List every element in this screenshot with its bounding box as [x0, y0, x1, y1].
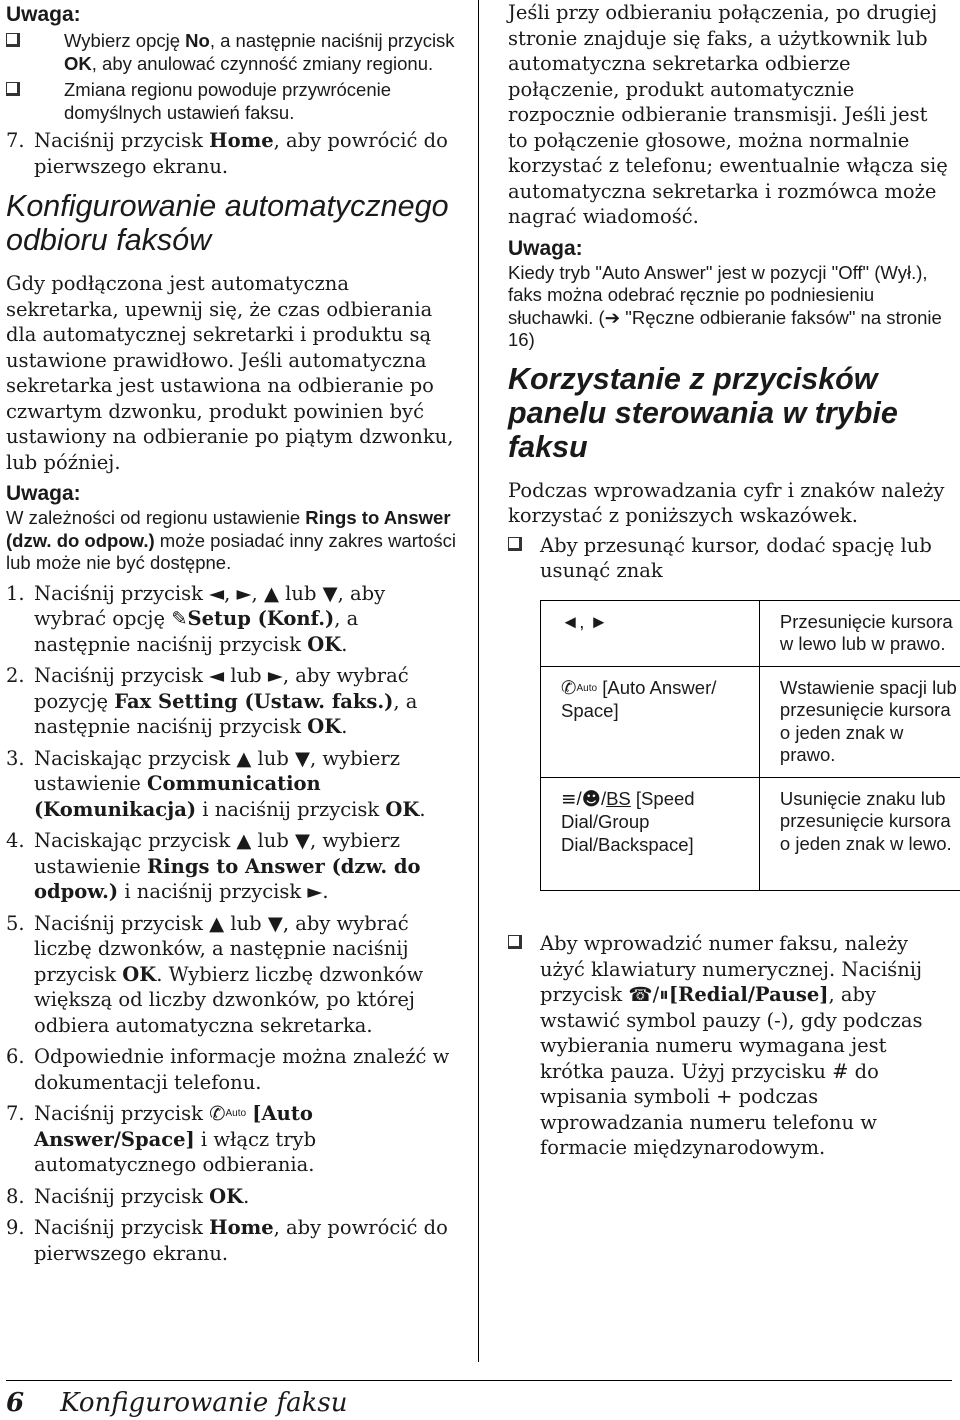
- table-cell-value: Wstawienie spacji lub przesunięcie kursora o jeden znak w prawo.: [759, 666, 960, 777]
- checkbox-bullet-icon: [508, 537, 522, 551]
- table-cell-value: Przesunięcie kursora w lewo lub w prawo.: [759, 600, 960, 666]
- table-row: [541, 600, 960, 666]
- table-cell-value: Usunięcie znaku lub przesunięcie kursora o jeden znak w lewo.: [759, 777, 960, 891]
- backspace-icon: BS: [606, 787, 631, 809]
- checkbox-bullet-icon: [6, 82, 20, 96]
- note-text: W zależności od regionu ustawienie Rings to Answer (dzw. do odpow.) może posiadać inny zakres wartości lub może nie być dostępne.: [6, 507, 456, 573]
- note-text: Kiedy tryb "Auto Answer" jest w pozycji "Off" (Wył.), faks można odebrać ręcznie po podniesieniu słuchawki. (➔ "Ręczne odbieranie faksów" na stronie 16): [508, 261, 942, 350]
- bullet-item: Aby przesunąć kursor, dodać spację lub usunąć znak: [508, 533, 952, 584]
- note-bullet: Zmiana regionu powoduje przywrócenie domyślnych ustawień faksu.: [6, 79, 456, 124]
- page-number: 6: [6, 1388, 25, 1418]
- step-item: 7. Naciśnij przycisk ✆$^{Auto}$ [Auto Answer/Space] i włącz tryb automatycznego odbierania.: [6, 1102, 317, 1176]
- note-bullet: Wybierz opcję No, a następnie naciśnij przycisk OK, aby anulować czynność zmiany regionu.: [6, 30, 456, 75]
- step-item: 7. Naciśnij przycisk Home, aby powrócić do pierwszego ekranu.: [6, 129, 448, 178]
- left-column: [6, 0, 456, 1272]
- keys-table: [540, 600, 960, 892]
- auto-answer-phone-icon: ✆$^{Auto}$: [561, 677, 598, 699]
- note-title: Uwaga:: [508, 236, 583, 260]
- note-bullets: [6, 30, 456, 124]
- section-heading: Korzystanie z przycisków panelu sterowania w trybie faksu: [508, 361, 898, 464]
- note-title: Uwaga:: [6, 482, 81, 505]
- section-intro: Podczas wprowadzania cyfr i znaków należy korzystać z poniższych wskazówek.: [508, 478, 945, 527]
- table-row: [541, 777, 960, 891]
- group-dial-icon: ☻: [581, 788, 601, 810]
- step-item: 1. Naciśnij przycisk ◄, ►, ▲ lub ▼, aby wybrać opcję ✎Setup (Konf.), a następnie naciśnij przycisk OK.: [6, 581, 386, 656]
- step-item: 9. Naciśnij przycisk Home, aby powrócić do pierwszego ekranu.: [6, 1216, 448, 1265]
- intro-paragraph: Jeśli przy odbieraniu połączenia, po drugiej stronie znajduje się faks, a użytkownik lub automatyczna sekretarka odbierze połączenie, produkt automatycznie rozpocznie odbieranie transmisji. Jeśli jest to połączenie głosowe, można normalnie korzystać z telefonu; ewentualnie włącza się automatyczna sekretarka i rozmówca może nagrać wiadomość.: [508, 1, 948, 228]
- footer-text: [6, 1388, 347, 1418]
- steps-list: [6, 581, 456, 1267]
- column-divider: [478, 0, 479, 1362]
- wrench-icon: ✎: [171, 607, 188, 630]
- note-title: Uwaga:: [6, 3, 81, 26]
- table-cell-key: ✆$^{Auto}$ [Auto Answer/ Space]: [541, 666, 760, 777]
- step-item: 4. Naciskając przycisk ▲ lub ▼, wybierz ustawienie Rings to Answer (dzw. do odpow.) i naciśnij przycisk ►.: [6, 829, 421, 903]
- steps-list-top: [6, 128, 456, 179]
- table-row: [541, 666, 960, 777]
- footer-rule: [6, 1380, 952, 1381]
- bullet-item: Aby wprowadzić numer faksu, należy użyć klawiatury numerycznej. Naciśnij przycisk ☎/⏸[Redial/Pause], aby wstawić symbol pauzy (-), gdy podczas wybierania numeru wymagana jest krótka pauza. Użyj przycisku # do wpisania symboli + podczas wprowadzania numeru telefonu w formacie międzynarodowym.: [508, 931, 952, 1161]
- auto-answer-phone-icon: ✆$^{Auto}$: [209, 1102, 247, 1125]
- section-heading: Konfigurowanie automatycznego odbioru faksów: [6, 189, 449, 257]
- speed-dial-icon: ≡: [561, 788, 577, 810]
- table-cell-key: ≡/☻/BS [Speed Dial/Group Dial/Backspace]: [541, 777, 760, 891]
- right-column: [508, 0, 957, 1161]
- checkbox-bullet-icon: [6, 33, 20, 47]
- redial-pause-icon: ☎/⏸: [628, 983, 669, 1006]
- checkbox-bullet-icon: [508, 935, 522, 949]
- step-item: 5. Naciśnij przycisk ▲ lub ▼, aby wybrać liczbę dzwonków, a następnie naciśnij przycisk OK. Wybierz liczbę dzwonków większą od liczby dzwonków, po której odbiera automatyczna sekretarka.: [6, 911, 424, 1037]
- step-item: 2. Naciśnij przycisk ◄ lub ►, aby wybrać pozycję Fax Setting (Ustaw. faks.), a następnie naciśnij przycisk OK.: [6, 664, 418, 738]
- intro-paragraph: Gdy podłączona jest automatyczna sekretarka, upewnij się, że czas odbierania dla automatycznej sekretarki i produktu są ustawione prawidłowo. Jeśli automatyczna sekretarka jest ustawiona na odbieranie po czwartym dzwonku, produkt powinien być ustawiony na odbieranie po piątym dzwonku, lub później.: [6, 272, 454, 474]
- step-item: 6. Odpowiednie informacje można znaleźć w dokumentacji telefonu.: [6, 1045, 450, 1094]
- table-cell-key: ◄, ►: [541, 600, 760, 666]
- step-item: 8. Naciśnij przycisk OK.: [6, 1184, 250, 1208]
- footer-title: Konfigurowanie faksu: [60, 1388, 348, 1418]
- step-item: 3. Naciskając przycisk ▲ lub ▼, wybierz ustawienie Communication (Komunikacja) i naciśnij przycisk OK.: [6, 746, 426, 821]
